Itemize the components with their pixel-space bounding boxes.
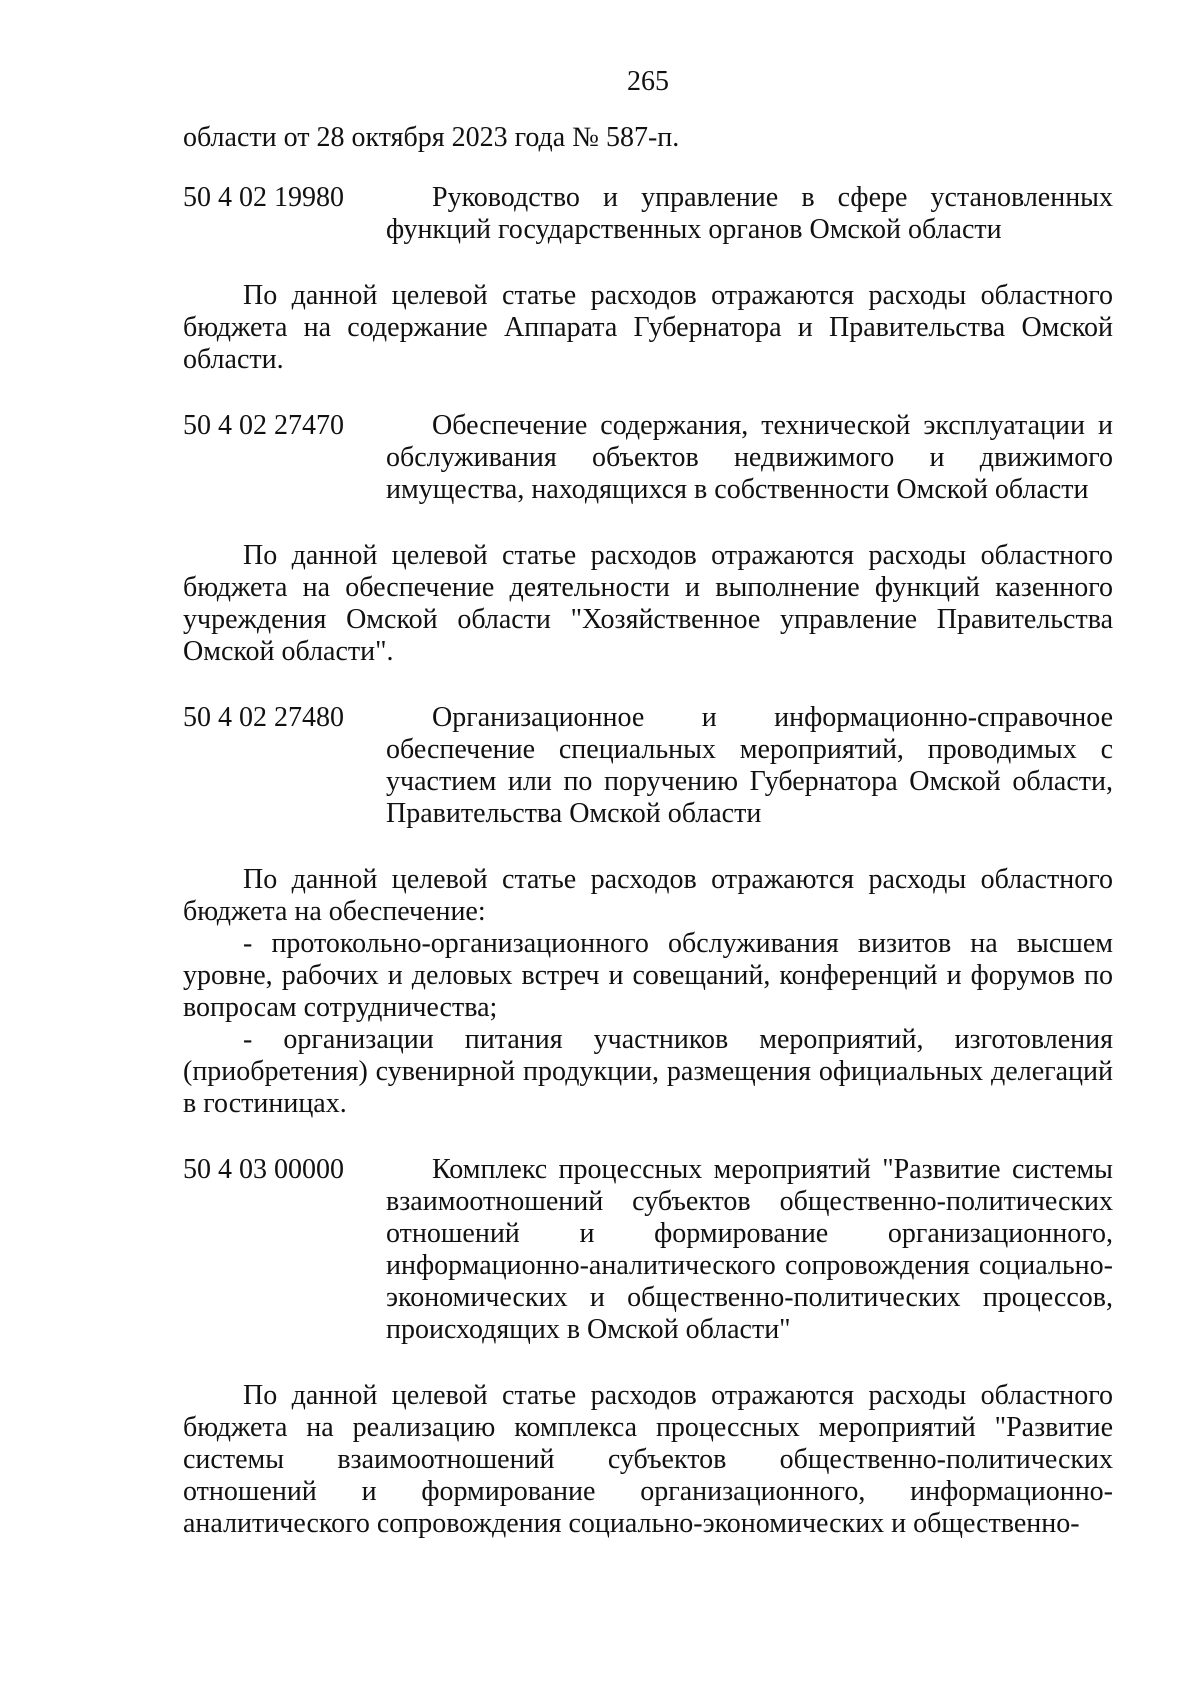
entry-title: Руководство и управление в сфере установленных функций государственных органов Омской области [386, 182, 1113, 245]
entry-description [183, 1380, 1113, 1540]
continuation-line: области от 28 октября 2023 года № 587-п. [183, 122, 680, 153]
budget-entry [183, 702, 1113, 830]
budget-entry [183, 1154, 1113, 1346]
entry-code: 50 4 02 27470 [183, 410, 344, 441]
description-paragraph: По данной целевой статье расходов отражаются расходы областного бюджета на обеспечение: [183, 864, 1113, 927]
entry-code: 50 4 02 19980 [183, 182, 344, 213]
entry-description [183, 540, 1113, 668]
description-paragraph: По данной целевой статье расходов отражаются расходы областного бюджета на реализацию комплекса процессных мероприятий "Развитие системы взаимоотношений субъектов общественно-политических отношений и формирование организационного, информационно-аналитического сопровождения социально-экономических и общественно- [183, 1380, 1113, 1539]
entry-title: Обеспечение содержания, технической эксплуатации и обслуживания объектов недвижимого и движимого имущества, находящихся в собственности Омской области [386, 410, 1113, 505]
budget-entry [183, 410, 1113, 506]
description-list-item: - протокольно-организационного обслуживания визитов на высшем уровне, рабочих и деловых встреч и совещаний, конференций и форумов по вопросам сотрудничества; [183, 928, 1113, 1023]
description-paragraph: По данной целевой статье расходов отражаются расходы областного бюджета на содержание Аппарата Губернатора и Правительства Омской области. [183, 280, 1113, 375]
entry-code: 50 4 02 27480 [183, 702, 344, 733]
document-page [183, 66, 1113, 1574]
entry-description [183, 280, 1113, 376]
page-number: 265 [627, 66, 669, 97]
entry-code: 50 4 03 00000 [183, 1154, 344, 1185]
entry-title: Комплекс процессных мероприятий "Развитие системы взаимоотношений субъектов общественно-политических отношений и формирование организационного, информационно-аналитического сопровождения социально-экономических и общественно-политических процессов, происходящих в Омской области" [386, 1154, 1113, 1345]
description-list-item: - организации питания участников мероприятий, изготовления (приобретения) сувенирной продукции, размещения официальных делегаций в гостиницах. [183, 1024, 1113, 1119]
entry-description [183, 864, 1113, 1120]
budget-entry [183, 182, 1113, 246]
budget-entries [183, 182, 1113, 1540]
description-paragraph: По данной целевой статье расходов отражаются расходы областного бюджета на обеспечение деятельности и выполнение функций казенного учреждения Омской области "Хозяйственное управление Правительства Омской области". [183, 540, 1113, 667]
entry-title: Организационное и информационно-справочное обеспечение специальных мероприятий, проводимых с участием или по поручению Губернатора Омской области, Правительства Омской области [386, 702, 1113, 829]
